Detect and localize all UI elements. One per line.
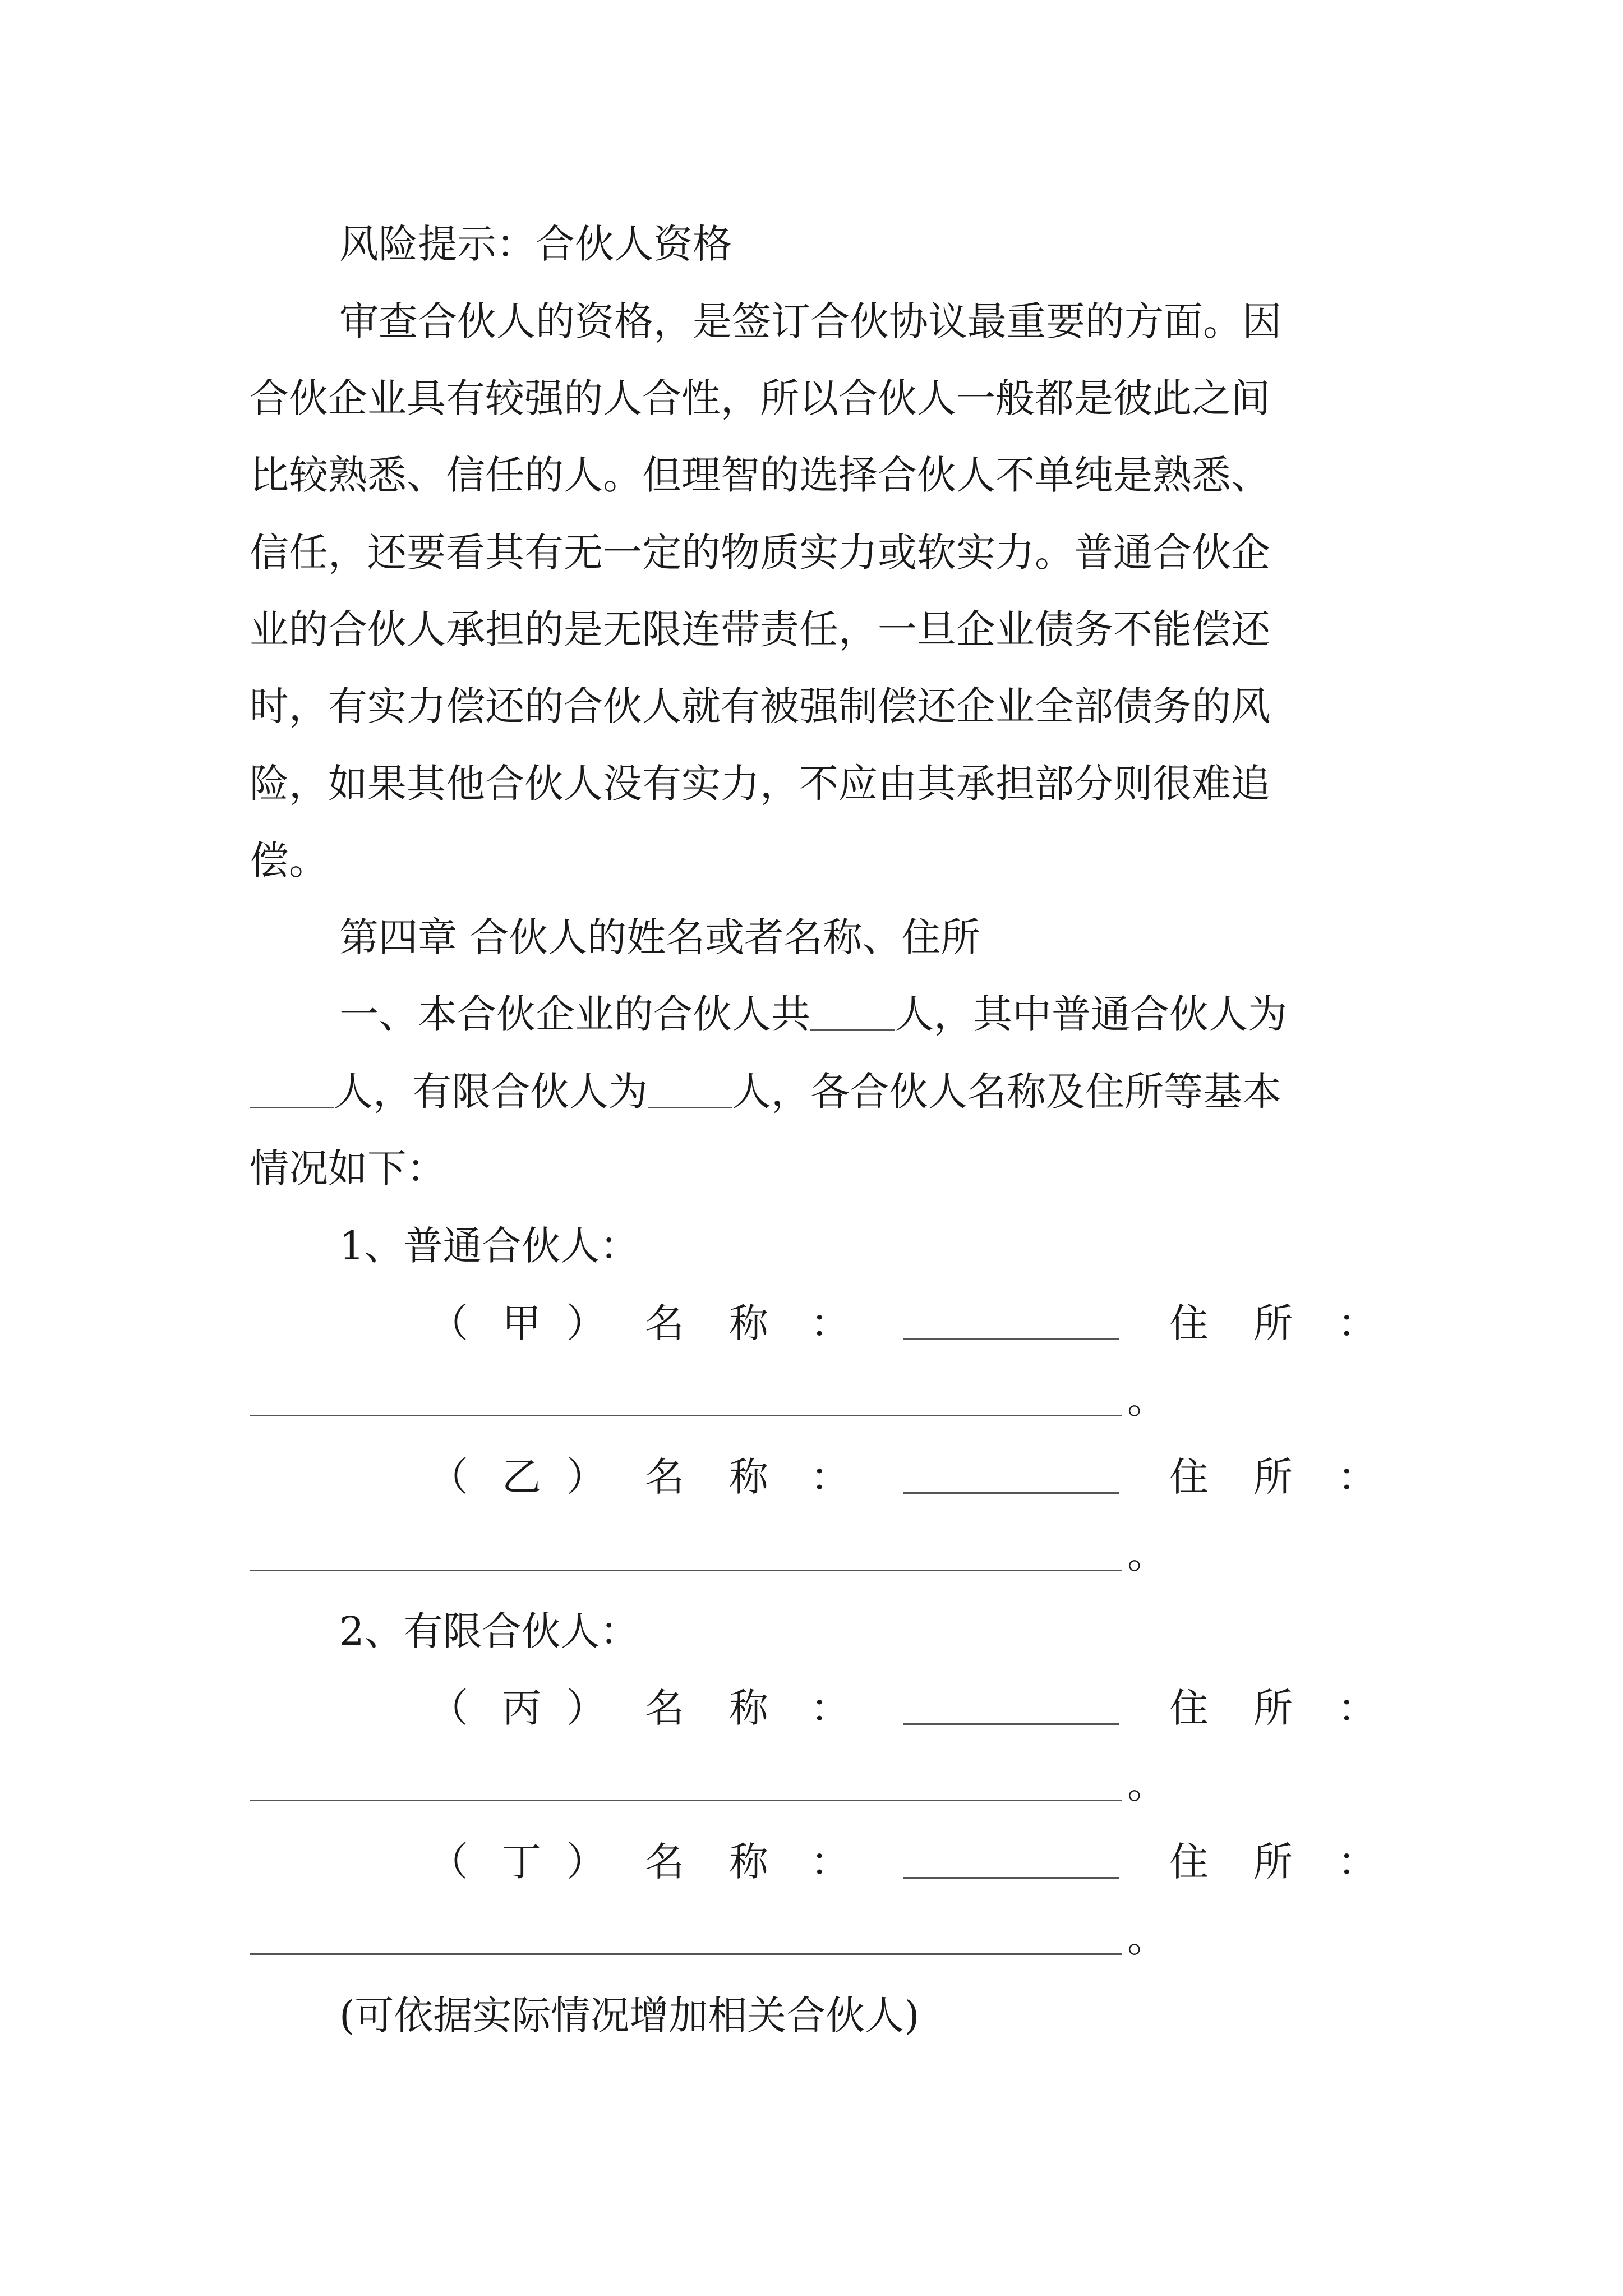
risk-paragraph-line-6: 时，有实力偿还的合伙人就有被强制偿还企业全部债务的风 [250, 683, 1270, 729]
intro-line-2 [250, 1069, 1281, 1117]
intro-text-1b: 人，其中普通合伙人为 [895, 991, 1287, 1037]
colon-2: ： [1338, 1685, 1377, 1731]
name-char-1: 名 [645, 1839, 684, 1885]
party-jia-name-blank[interactable] [903, 1338, 1119, 1340]
party-ding-name-blank[interactable] [903, 1877, 1119, 1879]
paren-close: ） [566, 1839, 606, 1885]
additional-partners-note: (可依据实际情况增加相关合伙人) [339, 1993, 920, 2039]
general-partners-heading: 1、普通合伙人： [339, 1223, 639, 1269]
address-char-2: 所 [1253, 1300, 1293, 1346]
address-char-1: 住 [1169, 1300, 1209, 1346]
party-jia-row [429, 1300, 1377, 1349]
address-char-1: 住 [1169, 1685, 1209, 1731]
line-end-period: 。 [1127, 1531, 1166, 1577]
colon-1: ： [810, 1454, 850, 1500]
paren-close: ） [566, 1300, 606, 1346]
name-char-2: 称 [729, 1685, 768, 1731]
name-char-1: 名 [645, 1685, 684, 1731]
party-ding-address-blank[interactable] [250, 1953, 1122, 1955]
address-char-2: 所 [1253, 1454, 1293, 1500]
line-end-period: 。 [1127, 1915, 1166, 1961]
risk-paragraph-line-3: 比较熟悉、信任的人。但理智的选择合伙人不单纯是熟悉、 [250, 452, 1270, 498]
paren-open: （ [429, 1839, 468, 1885]
paren-close: ） [566, 1685, 606, 1731]
party-yi-name-blank[interactable] [903, 1492, 1119, 1494]
party-label: 丁 [502, 1839, 541, 1885]
name-char-1: 名 [645, 1454, 684, 1500]
party-bing-address-blank[interactable] [250, 1800, 1122, 1801]
risk-paragraph-line-2: 合伙企业具有较强的人合性，所以合伙人一般都是彼此之间 [250, 375, 1270, 421]
total-partners-blank[interactable] [810, 995, 895, 1031]
party-ding-row [429, 1839, 1377, 1887]
address-char-2: 所 [1253, 1685, 1293, 1731]
party-yi-row [429, 1454, 1377, 1502]
limited-partners-heading: 2、有限合伙人： [339, 1608, 639, 1654]
name-char-2: 称 [729, 1300, 768, 1346]
party-label: 丙 [502, 1685, 541, 1731]
colon-2: ： [1338, 1454, 1377, 1500]
intro-line-1 [339, 991, 1287, 1039]
risk-paragraph-line-4: 信任，还要看其有无一定的物质实力或软实力。普通合伙企 [250, 530, 1270, 576]
address-char-1: 住 [1169, 1454, 1209, 1500]
risk-paragraph-line-7: 险，如果其他合伙人没有实力，不应由其承担部分则很难追 [250, 761, 1270, 807]
name-char-2: 称 [729, 1454, 768, 1500]
colon-1: ： [810, 1300, 850, 1346]
paren-close: ） [566, 1454, 606, 1500]
line-end-period: 。 [1127, 1377, 1166, 1423]
name-char-1: 名 [645, 1300, 684, 1346]
paren-open: （ [429, 1454, 468, 1500]
risk-paragraph-line-1: 审查合伙人的资格，是签订合伙协议最重要的方面。因 [339, 298, 1281, 344]
risk-heading: 风险提示：合伙人资格 [339, 221, 732, 267]
name-char-2: 称 [729, 1839, 768, 1885]
colon-1: ： [810, 1685, 850, 1731]
colon-2: ： [1338, 1839, 1377, 1885]
party-label: 乙 [502, 1454, 541, 1500]
limited-partners-count-blank[interactable] [648, 1072, 732, 1108]
party-jia-address-blank[interactable] [250, 1415, 1122, 1416]
party-bing-name-blank[interactable] [903, 1723, 1119, 1725]
paren-open: （ [429, 1300, 468, 1346]
address-char-2: 所 [1253, 1839, 1293, 1885]
party-bing-row [429, 1685, 1377, 1733]
intro-text-2a: 人，有限合伙人为 [334, 1069, 648, 1115]
paren-open: （ [429, 1685, 468, 1731]
colon-2: ： [1338, 1300, 1377, 1346]
intro-text-1a: 一、本合伙企业的合伙人共 [339, 991, 810, 1037]
colon-1: ： [810, 1839, 850, 1885]
intro-line-3: 情况如下： [250, 1145, 446, 1191]
risk-paragraph-line-5: 业的合伙人承担的是无限连带责任，一旦企业债务不能偿还 [250, 606, 1270, 652]
general-partners-count-blank[interactable] [250, 1072, 334, 1108]
line-end-period: 。 [1127, 1761, 1166, 1807]
chapter-title: 第四章 合伙人的姓名或者名称、住所 [339, 914, 980, 960]
risk-paragraph-line-8: 偿。 [250, 838, 328, 884]
party-yi-address-blank[interactable] [250, 1570, 1122, 1571]
address-char-1: 住 [1169, 1839, 1209, 1885]
party-label: 甲 [502, 1300, 541, 1346]
intro-text-2b: 人，各合伙人名称及住所等基本 [732, 1069, 1281, 1115]
